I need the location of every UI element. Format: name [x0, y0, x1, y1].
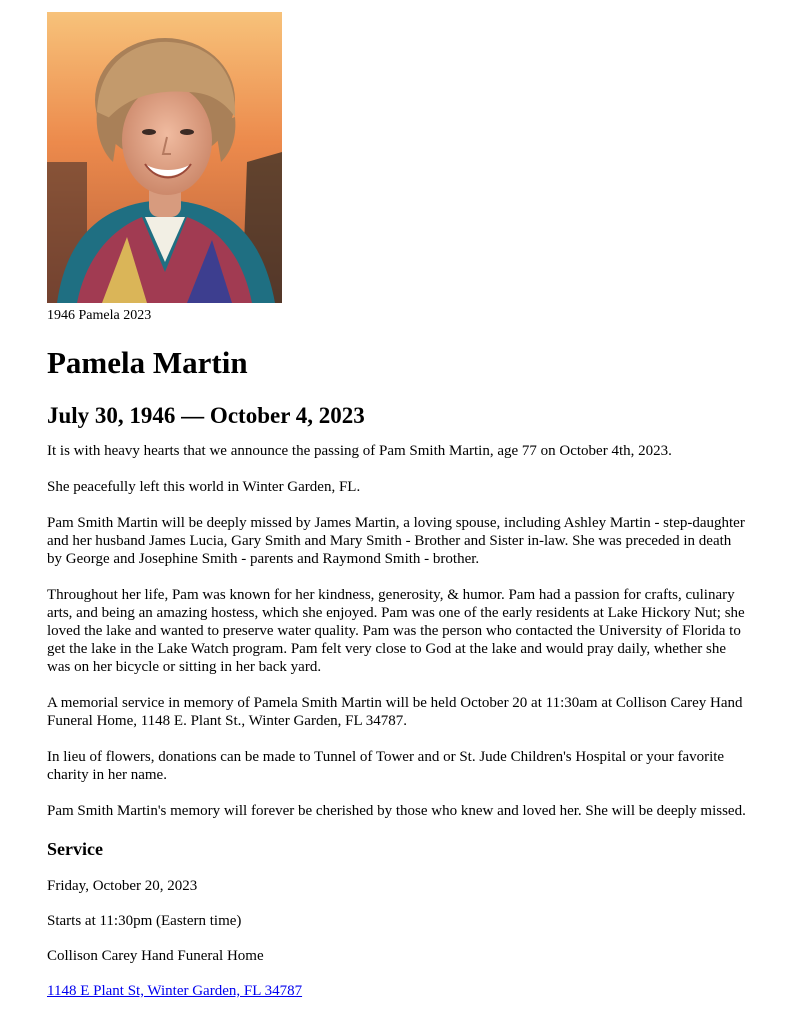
obituary-paragraph-2: She peacefully left this world in Winter Garden, FL.: [47, 479, 361, 495]
portrait-photo: [47, 12, 282, 303]
obituary-paragraph-3: Pam Smith Martin will be deeply missed by James Martin, a loving spouse, including Ashley Martin - step-daughter and her husband James Lucia, Gary Smith and Mary Smith - Brother and Sister in-law. She was preceded in death by George and Josephine Smith - parents and Raymond Smith - brother.: [47, 515, 745, 567]
obituary-page: [47, 12, 747, 1000]
obituary-paragraph-1: It is with heavy hearts that we announce the passing of Pam Smith Martin, age 77 on October 4th, 2023.: [47, 443, 672, 459]
deceased-name: Pamela Martin: [47, 345, 248, 380]
service-time: Starts at 11:30pm (Eastern time): [47, 913, 242, 929]
service-address-line: [47, 982, 747, 1000]
obituary-paragraph-5: A memorial service in memory of Pamela Smith Martin will be held October 20 at 11:30am at Collison Carey Hand Funeral Home, 1148 E. Plant St., Winter Garden, FL 34787.: [47, 695, 743, 729]
service-address-link[interactable]: 1148 E Plant St, Winter Garden, FL 34787: [47, 983, 303, 999]
obituary-paragraph-7: Pam Smith Martin's memory will forever be cherished by those who knew and loved her. She will be deeply missed.: [47, 803, 746, 819]
service-venue: Collison Carey Hand Funeral Home: [47, 948, 264, 964]
photo-caption: 1946 Pamela 2023: [47, 308, 152, 323]
obituary-paragraph-6: In lieu of flowers, donations can be made to Tunnel of Tower and or St. Jude Children's Hospital or your favorite charity in her name.: [47, 749, 725, 783]
obituary-paragraph-4: Throughout her life, Pam was known for her kindness, generosity, & humor. Pam had a passion for crafts, culinary arts, and being an amazing hostess, which she enjoyed. Pam was one of the early residents at Lake Hickory Nut; she loved the lake and wanted to preserve water quality. Pam was the person who contacted the University of Florida to get the lake in the Lake Watch program. Pam felt very close to God at the lake and would pray daily, whether she was on her bicycle or sitting in her back yard.: [47, 587, 745, 675]
life-dates: July 30, 1946 — October 4, 2023: [47, 403, 365, 428]
service-date: Friday, October 20, 2023: [47, 878, 198, 894]
service-heading: Service: [47, 839, 103, 859]
